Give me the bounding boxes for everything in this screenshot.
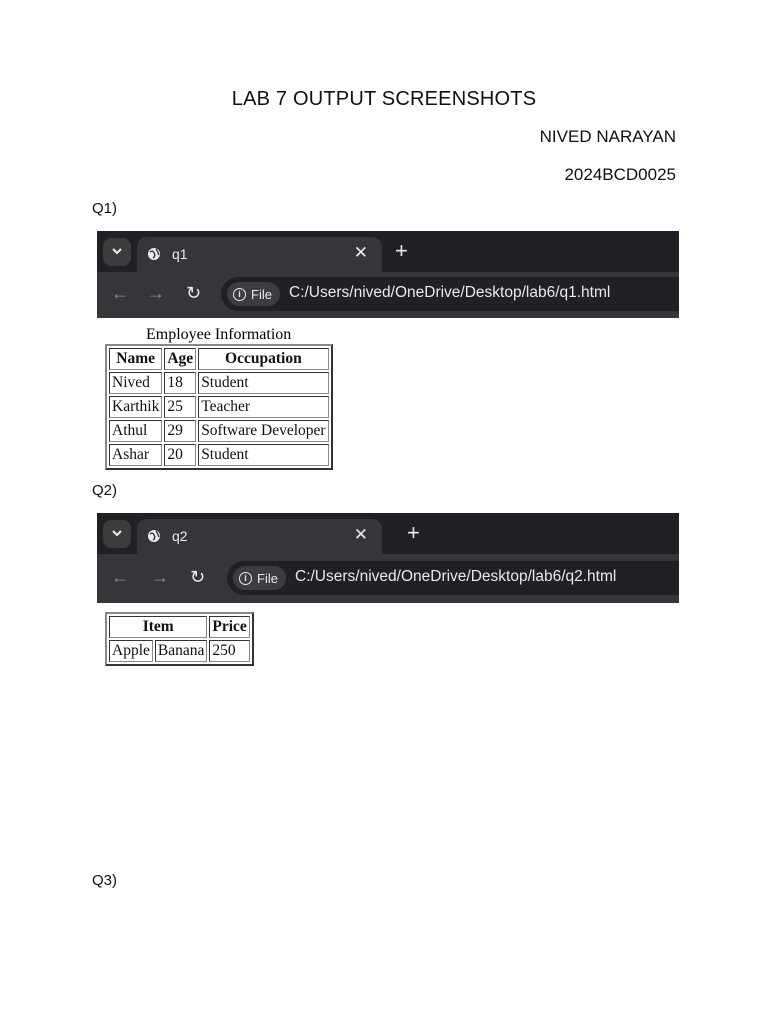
reload-icon[interactable]: ↻ — [190, 567, 206, 587]
back-icon[interactable]: ← — [111, 283, 129, 303]
tab-strip — [97, 231, 679, 272]
student-name: NIVED NARAYAN — [539, 127, 676, 146]
browser-screenshot-q2 — [97, 513, 679, 603]
table-cell: Karthik — [109, 396, 162, 418]
site-info-chip[interactable] — [233, 566, 286, 590]
site-info-label: File — [251, 286, 272, 302]
table-row — [109, 640, 250, 662]
question-label-q1: Q1) — [92, 200, 118, 217]
table-cell: 18 — [164, 372, 196, 394]
table-cell: Nived — [109, 372, 162, 394]
tab-search-button[interactable] — [103, 520, 131, 548]
tab-search-button[interactable] — [103, 238, 131, 266]
table-cell: 29 — [164, 420, 196, 442]
chevron-down-icon — [111, 527, 123, 542]
tab-q2[interactable] — [137, 519, 382, 554]
table-caption: Employee Information — [146, 326, 292, 343]
employee-table — [105, 344, 333, 470]
table-cell: 20 — [164, 444, 196, 466]
column-header: Price — [209, 616, 249, 638]
table-row — [109, 420, 329, 442]
column-header: Item — [109, 616, 207, 638]
info-icon: i — [233, 288, 246, 301]
item-price-table — [105, 612, 254, 666]
student-roll-number: 2024BCD0025 — [564, 165, 676, 184]
table-cell: Apple — [109, 640, 153, 662]
close-icon[interactable]: ✕ — [353, 243, 368, 262]
back-icon[interactable]: ← — [111, 567, 129, 587]
table-header-row — [109, 616, 250, 638]
table-cell: 25 — [164, 396, 196, 418]
address-bar[interactable] — [221, 277, 679, 311]
close-icon[interactable]: ✕ — [353, 525, 368, 544]
site-info-label: File — [257, 570, 278, 586]
globe-icon — [147, 529, 161, 543]
table-cell: Student — [198, 372, 328, 394]
tab-q1[interactable] — [137, 237, 382, 272]
table-cell: Athul — [109, 420, 162, 442]
browser-screenshot-q1 — [97, 231, 679, 318]
question-label-q3: Q3) — [92, 872, 118, 889]
chevron-down-icon — [111, 245, 123, 260]
table-row — [109, 372, 329, 394]
tab-strip — [97, 513, 679, 554]
table-cell: Teacher — [198, 396, 328, 418]
question-label-q2: Q2) — [92, 482, 118, 499]
site-info-chip[interactable] — [227, 282, 280, 306]
tab-title: q1 — [172, 246, 188, 262]
table-cell: 250 — [209, 640, 249, 662]
globe-icon — [147, 247, 161, 261]
table-cell: Student — [198, 444, 328, 466]
forward-icon[interactable]: → — [151, 567, 169, 587]
tab-title: q2 — [172, 528, 188, 544]
info-icon: i — [239, 572, 252, 585]
table-row — [109, 444, 329, 466]
table-header-row — [109, 348, 329, 370]
reload-icon[interactable]: ↻ — [186, 283, 202, 303]
browser-toolbar — [97, 272, 679, 318]
new-tab-icon[interactable]: + — [407, 520, 420, 545]
browser-toolbar — [97, 554, 679, 603]
document-title: LAB 7 OUTPUT SCREENSHOTS — [231, 88, 537, 110]
column-header: Age — [164, 348, 196, 370]
url-text: C:/Users/nived/OneDrive/Desktop/lab6/q2.html — [295, 568, 617, 585]
table-cell: Ashar — [109, 444, 162, 466]
table-cell: Software Developer — [198, 420, 328, 442]
address-bar[interactable] — [227, 561, 679, 595]
url-text: C:/Users/nived/OneDrive/Desktop/lab6/q1.html — [289, 284, 611, 301]
new-tab-icon[interactable]: + — [395, 238, 408, 263]
table-row — [109, 396, 329, 418]
table-cell: Banana — [155, 640, 207, 662]
forward-icon[interactable]: → — [147, 283, 165, 303]
column-header: Occupation — [198, 348, 328, 370]
column-header: Name — [109, 348, 162, 370]
